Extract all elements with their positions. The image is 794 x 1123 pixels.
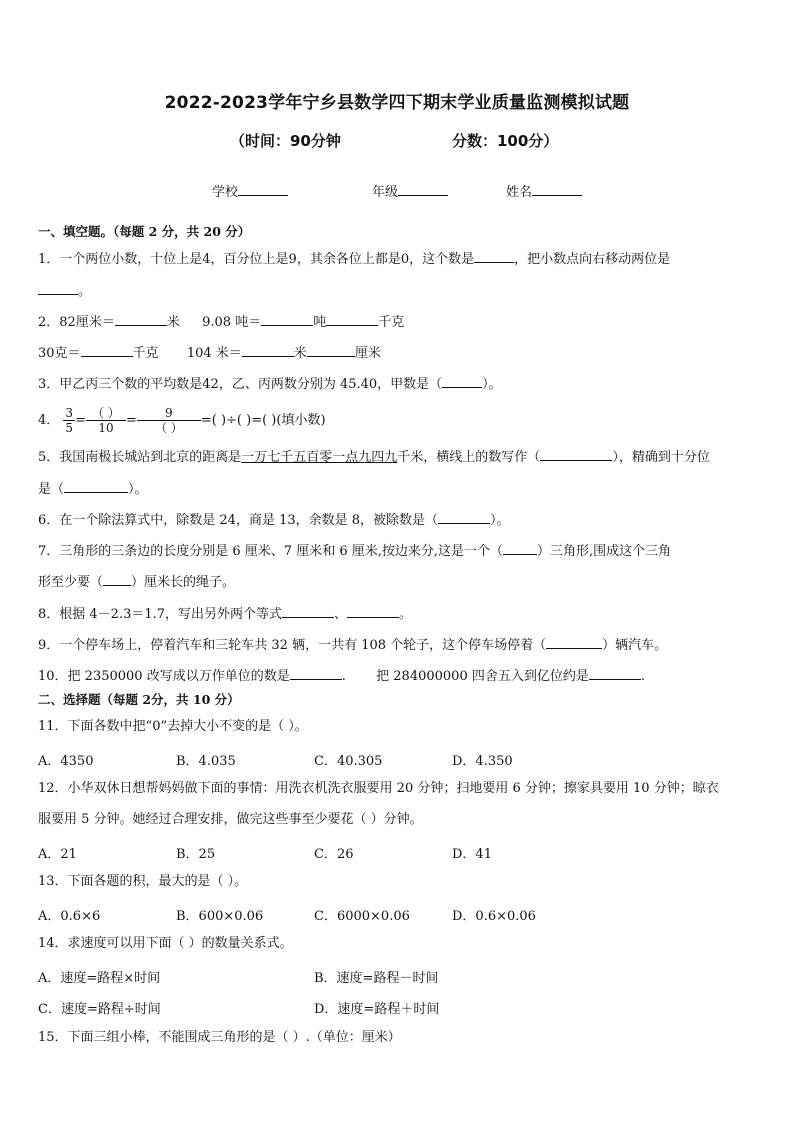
grade-label: 年级 xyxy=(372,185,399,200)
answer-blank[interactable] xyxy=(540,448,612,461)
underlined-number: 一万七千五百零一点九四九 xyxy=(241,450,398,465)
q12-option-a[interactable]: A．21 xyxy=(38,847,77,862)
name-blank[interactable] xyxy=(532,182,582,196)
answer-blank[interactable] xyxy=(103,573,131,586)
school-blank[interactable] xyxy=(238,182,288,196)
answer-blank[interactable] xyxy=(261,313,313,326)
answer-blank[interactable] xyxy=(38,282,78,295)
answer-blank[interactable] xyxy=(290,667,342,680)
fraction-3: $\frac{9}{( )}$ xyxy=(137,406,201,435)
question-3: 3．甲乙丙三个数的平均数是42，乙、丙两数分别为 45.40，甲数是（ ）。 xyxy=(38,377,502,392)
question-2-row2: 30克＝ 千克 104 米＝ 米 厘米 xyxy=(38,346,381,361)
question-8: 8．根据 4－2.3＝1.7，写出另外两个等式 、 。 xyxy=(38,607,413,622)
q14-option-c[interactable]: C．速度=路程÷时间 xyxy=(38,1002,161,1017)
answer-blank[interactable] xyxy=(242,344,294,357)
grade-field xyxy=(372,181,448,200)
question-15: 15．下面三组小棒，不能围成三角形的是（ ）.（单位：厘米） xyxy=(38,1030,401,1045)
question-12: 12．小华双休日想帮妈妈做下面的事情：用洗衣机洗衣服要用 20 分钟；扫地要用 6 分钟；擦家具要用 10 分钟；晾衣 xyxy=(38,781,719,796)
question-13: 13．下面各题的积，最大的是（ ）。 xyxy=(38,874,248,889)
question-12-cont: 服要用 5 分钟。她经过合理安排，做完这些事至少要花（ ）分钟。 xyxy=(38,812,423,827)
answer-blank[interactable] xyxy=(81,344,133,357)
question-5: 5．我国南极长城站到北京的距离是一万七千五百零一点九四九千米，横线上的数写作（ ），精确到十分位 xyxy=(38,450,710,465)
exam-title: 2022-2023学年宁乡县数学四下期末学业质量监测模拟试题 xyxy=(164,93,630,113)
question-11: 11．下面各数中把“0”去掉大小不变的是（ ）。 xyxy=(38,719,308,734)
answer-blank[interactable] xyxy=(474,250,514,263)
q12-option-c[interactable]: C．26 xyxy=(314,847,354,862)
question-5-cont: 是（ ）。 xyxy=(38,482,148,497)
question-1: 1．一个两位小数，十位上是4，百分位上是9，其余各位上都是0，这个数是 ，把小数点向右移动两位是 xyxy=(38,252,671,267)
name-label: 姓名 xyxy=(506,185,533,200)
q14-option-a[interactable]: A．速度=路程×时间 xyxy=(38,971,161,986)
question-9: 9．一个停车场上，停着汽车和三轮车共 32 辆，一共有 108 个轮子，这个停车场停着（ ）辆汽车。 xyxy=(38,638,668,653)
answer-blank[interactable] xyxy=(546,636,602,649)
answer-blank[interactable] xyxy=(307,344,355,357)
answer-blank[interactable] xyxy=(438,511,490,524)
q13-option-d[interactable]: D．0.6×0.06 xyxy=(452,909,536,924)
answer-blank[interactable] xyxy=(115,313,167,326)
q14-option-b[interactable]: B．速度=路程－时间 xyxy=(314,971,439,986)
answer-blank[interactable] xyxy=(282,605,334,618)
q14-option-d[interactable]: D．速度=路程＋时间 xyxy=(314,1002,440,1017)
q11-option-c[interactable]: C．40.305 xyxy=(314,754,383,769)
grade-blank[interactable] xyxy=(398,182,448,196)
question-4: 4． $\frac{3}{5}$ = $\frac{( )}{10}$ = $\frac{9}{( )}$ =( )÷( )=( )(填小数) xyxy=(38,406,326,435)
question-7: 7．三角形的三条边的长度分别是 6 厘米、7 厘米和 6 厘米,按边来分,这是一个（ ）三角形,围成这个三角 xyxy=(38,544,672,559)
answer-blank[interactable] xyxy=(442,375,482,388)
question-2-row1: 2．82厘米＝ 米 9.08 吨＝ 吨 千克 xyxy=(38,315,405,330)
q11-option-a[interactable]: A．4350 xyxy=(38,754,94,769)
exam-time: （时间：90分钟 xyxy=(230,132,341,150)
fraction-2: $\frac{( )}{10}$ xyxy=(86,406,126,435)
q13-option-b[interactable]: B．600×0.06 xyxy=(176,909,264,924)
answer-blank[interactable] xyxy=(326,313,378,326)
exam-score: 分数：100分） xyxy=(452,132,559,150)
q13-option-c[interactable]: C．6000×0.06 xyxy=(314,909,410,924)
section-fill-heading: 一、填空题。（每题 2 分，共 20 分） xyxy=(38,224,251,239)
question-1-cont: 。 xyxy=(38,282,91,300)
answer-blank[interactable] xyxy=(589,667,641,680)
answer-blank[interactable] xyxy=(347,605,399,618)
question-7-cont: 形至少要（ ）厘米长的绳子。 xyxy=(38,575,236,590)
school-label: 学校 xyxy=(212,185,239,200)
question-6: 6．在一个除法算式中，除数是 24，商是 13，余数是 8，被除数是（ ）。 xyxy=(38,513,510,528)
q12-option-d[interactable]: D．41 xyxy=(452,847,492,862)
school-field xyxy=(212,181,288,200)
q11-option-d[interactable]: D．4.350 xyxy=(452,754,513,769)
fraction-1: $\frac{3}{5}$ xyxy=(65,406,74,435)
answer-blank[interactable] xyxy=(503,542,537,555)
q12-option-b[interactable]: B．25 xyxy=(176,847,216,862)
q13-option-a[interactable]: A．0.6×6 xyxy=(38,909,101,924)
q11-option-b[interactable]: B．4.035 xyxy=(176,754,236,769)
question-14: 14．求速度可以用下面（ ）的数量关系式。 xyxy=(38,936,293,951)
section-choice-heading: 二、选择题（每题 2分，共 10 分） xyxy=(38,692,240,707)
question-10: 10．把 2350000 改写成以万作单位的数是 . 把 284000000 四舍五入到亿位约是 . xyxy=(38,669,645,684)
answer-blank[interactable] xyxy=(64,480,128,493)
name-field xyxy=(506,181,582,200)
